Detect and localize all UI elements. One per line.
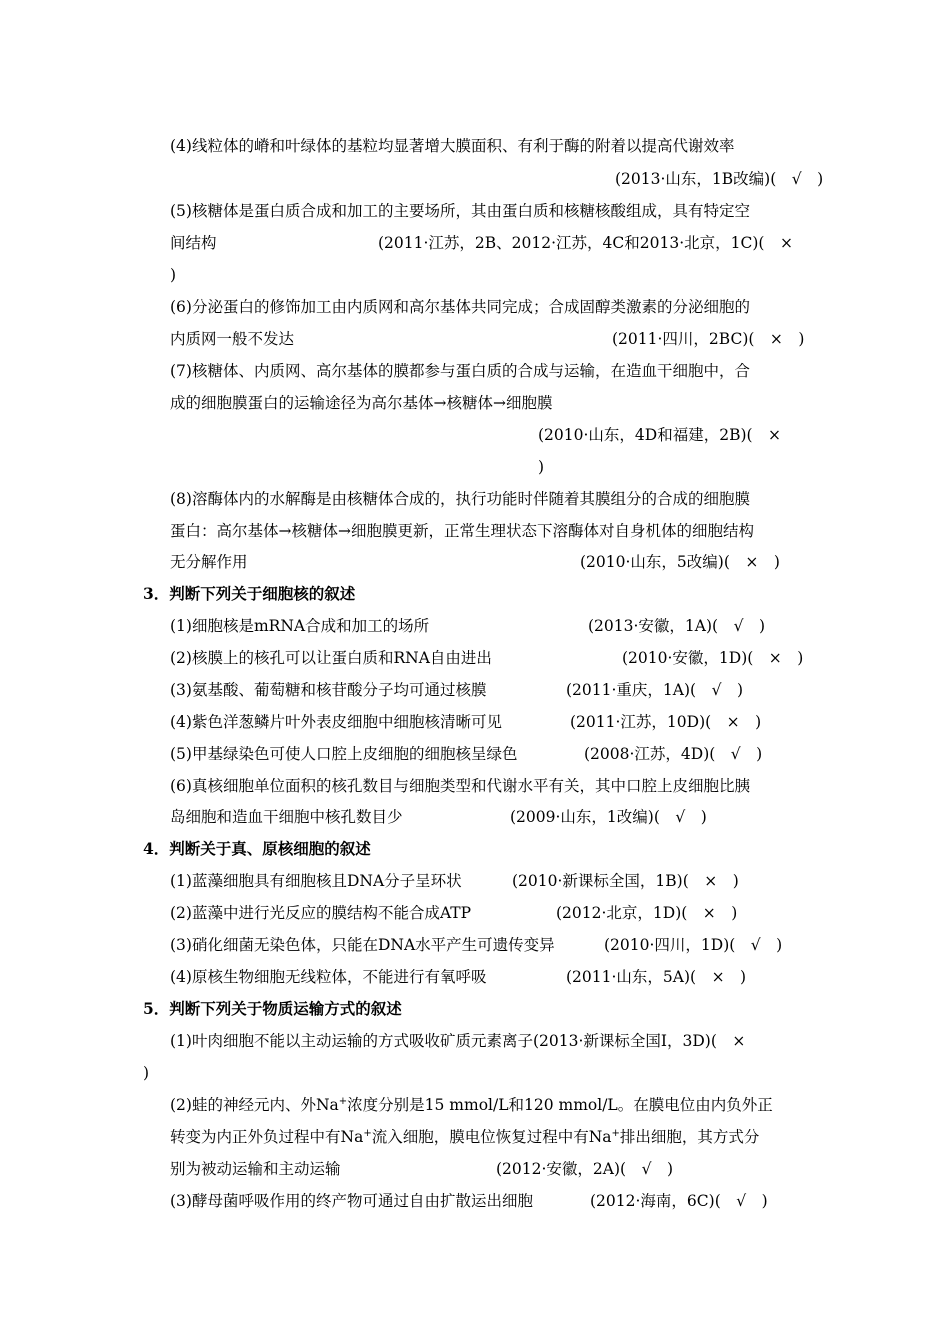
transport-item-2-cont bbox=[170, 1127, 759, 1147]
prokaryote-item-3-source: (2010·四川，1D)( √ ) bbox=[604, 936, 783, 954]
prokaryote-item-2-source: (2012·北京，1D)( × ) bbox=[556, 904, 738, 922]
item-5-cont: 间结构 bbox=[170, 234, 217, 252]
item-8-cont: 蛋白：高尔基体→核糖体→细胞膜更新，正常生理状态下溶酶体对自身机体的细胞结构 bbox=[170, 522, 754, 540]
nucleus-item-2-source: (2010·安徽，1D)( × ) bbox=[622, 649, 804, 667]
item-7-source-end: ) bbox=[538, 458, 545, 476]
item-5-ribosome: (5)核糖体是蛋白质合成和加工的主要场所，其由蛋白质和核糖核酸组成，具有特定空 bbox=[170, 202, 750, 220]
nucleus-item-6-cont: 岛细胞和造血干细胞中核孔数目少 bbox=[170, 808, 403, 826]
item-6-source: (2011·四川，2BC)( × ) bbox=[612, 330, 805, 348]
nucleus-item-2: (2)核膜上的核孔可以让蛋白质和RNA自由进出 bbox=[170, 649, 492, 667]
prokaryote-item-1-source: (2010·新课标全国，1B)( × ) bbox=[512, 872, 739, 890]
prokaryote-item-4-source: (2011·山东，5A)( × ) bbox=[566, 968, 747, 986]
transport-item-2-cont-pre: 转变为内正外负过程中有Na bbox=[170, 1128, 364, 1146]
nucleus-item-5-source: (2008·江苏，4D)( √ ) bbox=[584, 745, 763, 763]
item-5-source-end: ) bbox=[170, 266, 177, 284]
item-7-membranes: (7)核糖体、内质网、高尔基体的膜都参与蛋白质的合成与运输，在造血干细胞中，合 bbox=[170, 362, 750, 380]
item-8-source: (2010·山东，5改编)( × ) bbox=[580, 553, 780, 571]
section-4-heading: 4．判断关于真、原核细胞的叙述 bbox=[143, 839, 371, 858]
section-3-heading: 3．判断下列关于细胞核的叙述 bbox=[143, 584, 356, 603]
transport-item-1-end: ) bbox=[143, 1064, 150, 1082]
item-7-source: (2010·山东，4D和福建，2B)( × bbox=[538, 426, 782, 444]
nucleus-item-5: (5)甲基绿染色可使人口腔上皮细胞的细胞核呈绿色 bbox=[170, 745, 518, 763]
nucleus-item-4-source: (2011·江苏，10D)( × ) bbox=[570, 713, 762, 731]
item-7-cont: 成的细胞膜蛋白的运输途径为高尔基体→核糖体→细胞膜 bbox=[170, 394, 553, 412]
transport-item-2-cont-post: 排出细胞，其方式分 bbox=[619, 1128, 760, 1146]
item-5-source: (2011·江苏，2B、2012·江苏，4C和2013·北京，1C)( × bbox=[378, 234, 793, 252]
prokaryote-item-3: (3)硝化细菌无染色体，只能在DNA水平产生可遗传变异 bbox=[170, 936, 555, 954]
sodium-charge: + bbox=[611, 1128, 620, 1139]
prokaryote-item-1: (1)蓝藻细胞具有细胞核且DNA分子呈环状 bbox=[170, 872, 462, 890]
transport-item-1: (1)叶肉细胞不能以主动运输的方式吸收矿质元素离子(2013·新课标全国Ⅰ，3D)( × bbox=[170, 1032, 746, 1050]
transport-item-3: (3)酵母菌呼吸作用的终产物可通过自由扩散运出细胞 bbox=[170, 1192, 533, 1210]
prokaryote-item-4: (4)原核生物细胞无线粒体，不能进行有氧呼吸 bbox=[170, 968, 487, 986]
transport-item-2-source: (2012·安徽，2A)( √ ) bbox=[496, 1160, 673, 1178]
nucleus-item-4: (4)紫色洋葱鳞片叶外表皮细胞中细胞核清晰可见 bbox=[170, 713, 502, 731]
sodium-charge: + bbox=[338, 1096, 348, 1107]
transport-item-2-pre: (2)蛙的神经元内、外Na bbox=[170, 1096, 339, 1114]
item-4-mitochondria: (4)线粒体的嵴和叶绿体的基粒均显著增大膜面积、有利于酶的附着以提高代谢效率 bbox=[170, 137, 735, 155]
transport-item-2-cont2: 别为被动运输和主动运输 bbox=[170, 1160, 341, 1178]
nucleus-item-6: (6)真核细胞单位面积的核孔数目与细胞类型和代谢水平有关，其中口腔上皮细胞比胰 bbox=[170, 777, 750, 795]
prokaryote-item-2: (2)蓝藻中进行光反应的膜结构不能合成ATP bbox=[170, 904, 472, 922]
nucleus-item-3-source: (2011·重庆，1A)( √ ) bbox=[566, 681, 743, 699]
item-8-cont2: 无分解作用 bbox=[170, 553, 248, 571]
transport-item-3-source: (2012·海南，6C)( √ ) bbox=[590, 1192, 768, 1210]
nucleus-item-1: (1)细胞核是mRNA合成和加工的场所 bbox=[170, 617, 430, 635]
transport-item-2-post: 浓度分别是15 mmol/L和120 mmol/L。在膜电位由内负外正 bbox=[347, 1096, 773, 1114]
item-6-cont: 内质网一般不发达 bbox=[170, 330, 295, 348]
item-6-secretory: (6)分泌蛋白的修饰加工由内质网和高尔基体共同完成；合成固醇类激素的分泌细胞的 bbox=[170, 298, 750, 316]
transport-item-2-cont-mid: 流入细胞，膜电位恢复过程中有Na bbox=[371, 1128, 612, 1146]
item-4-source: (2013·山东，1B改编)( √ ) bbox=[615, 170, 824, 188]
nucleus-item-3: (3)氨基酸、葡萄糖和核苷酸分子均可通过核膜 bbox=[170, 681, 487, 699]
transport-item-2 bbox=[170, 1095, 773, 1115]
section-5-heading: 5．判断下列关于物质运输方式的叙述 bbox=[143, 999, 402, 1018]
nucleus-item-6-source: (2009·山东，1改编)( √ ) bbox=[510, 808, 707, 826]
nucleus-item-1-source: (2013·安徽，1A)( √ ) bbox=[588, 617, 765, 635]
sodium-charge: + bbox=[363, 1128, 372, 1139]
item-8-lysosome: (8)溶酶体内的水解酶是由核糖体合成的，执行功能时伴随着其膜组分的合成的细胞膜 bbox=[170, 490, 750, 508]
